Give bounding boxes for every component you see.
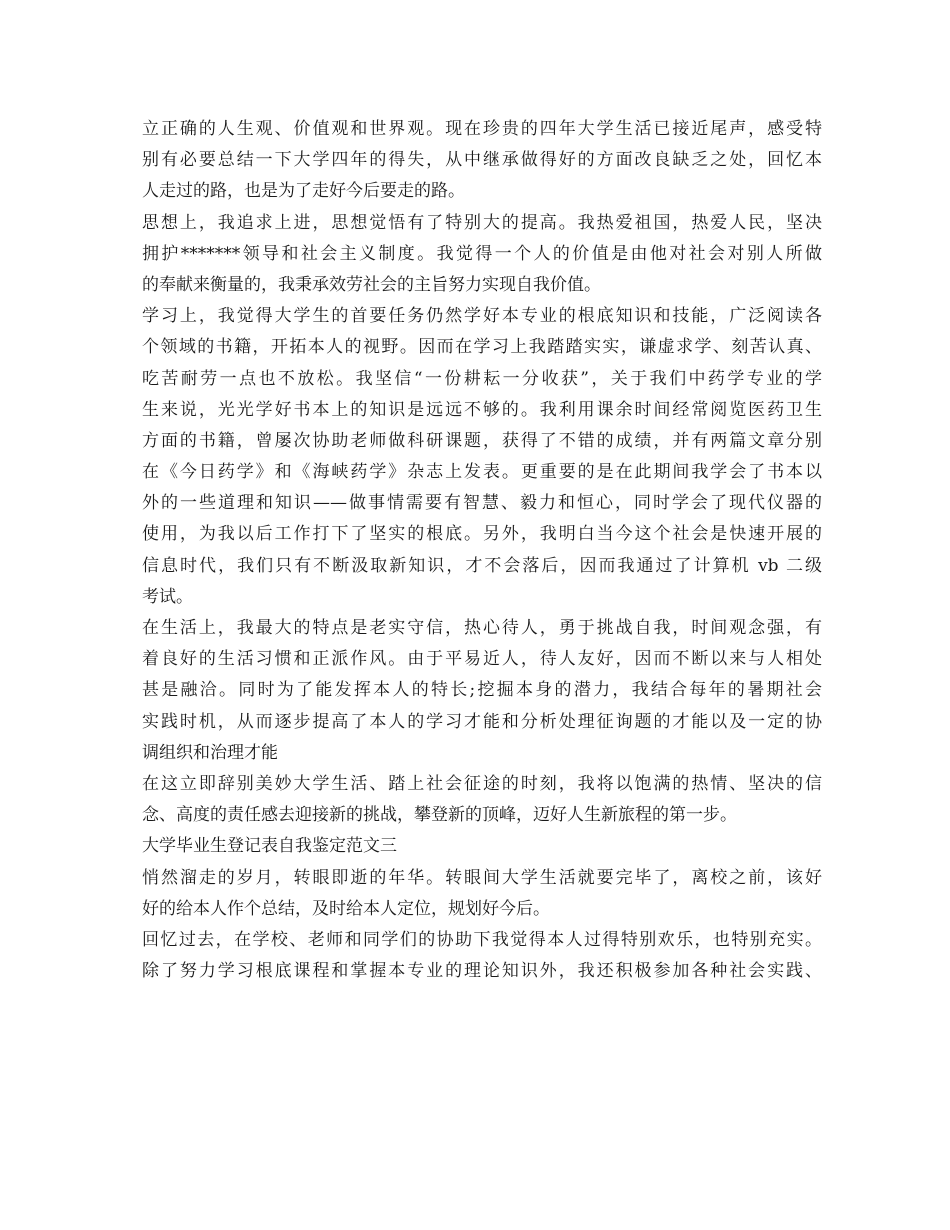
text-line: 思想上，我追求上进，思想觉悟有了特别大的提高。我热爱祖国，热爱人民，坚决	[142, 212, 822, 233]
text-line: 悄然溜走的岁月，转眼即逝的年华。转眼间大学生活就要完毕了，离校之前，该好	[142, 867, 822, 888]
text-line: 在生活上，我最大的特点是老实守信，热心待人，勇于挑战自我，时间观念强，有	[142, 618, 822, 638]
text-line: 别有必要总结一下大学四年的得失，从中继承做得好的方面改良缺乏之处，回忆本	[142, 150, 822, 171]
text-line: 实践时机，从而逐步提高了本人的学习才能和分析处理征询题的才能以及一定的协	[142, 711, 822, 732]
text-line: 学习上，我觉得大学生的首要任务仍然学好本专业的根底知识和技能，广泛阅读各	[142, 306, 822, 327]
text-line: 回忆过去，在学校、老师和同学们的协助下我觉得本人过得特别欢乐，也特别充实。	[142, 929, 822, 950]
text-line: 着良好的生活习惯和正派作风。由于平易近人，待人友好，因而不断以来与人相处	[142, 649, 822, 670]
text-line: 念、高度的责任感去迎接新的挑战，攀登新的顶峰，迈好人生新旅程的第一步。	[142, 805, 737, 826]
text-line: 吃苦耐劳一点也不放松。我坚信“一份耕耘一分收获”，关于我们中药学专业的学	[142, 368, 822, 389]
text-line: 甚是融洽。同时为了能发挥本人的特长;挖掘本身的潜力，我结合每年的暑期社会	[142, 680, 822, 701]
text-line: 人走过的路，也是为了走好今后要走的路。	[142, 181, 465, 202]
text-line: 个领域的书籍，开拓本人的视野。因而在学习上我踏踏实实，谦虚求学、刻苦认真、	[142, 337, 822, 358]
text-line: 调组织和治理才能	[142, 742, 278, 763]
text-line: 方面的书籍，曾屡次协助老师做科研课题，获得了不错的成绩，并有两篇文章分别	[142, 430, 822, 451]
section-heading: 大学毕业生登记表自我鉴定范文三	[142, 836, 397, 857]
text-line: 外的一些道理和知识——做事情需要有智慧、毅力和恒心，同时学会了现代仪器的	[142, 493, 822, 514]
text-line: 立正确的人生观、价值观和世界观。现在珍贵的四年大学生活已接近尾声，感受特	[142, 119, 822, 139]
text-line: 除了努力学习根底课程和掌握本专业的理论知识外，我还积极参加各种社会实践、	[142, 961, 822, 982]
text-line: 好的给本人作个总结，及时给本人定位，规划好今后。	[142, 898, 550, 919]
document-body	[142, 114, 822, 987]
text-line: 拥护*******领导和社会主义制度。我觉得一个人的价值是由他对社会对别人所做	[142, 243, 822, 264]
text-line: 信息时代，我们只有不断汲取新知识，才不会落后，因而我通过了计算机 vb 二级	[142, 555, 822, 576]
text-line: 在这立即辞别美妙大学生活、踏上社会征途的时刻，我将以饱满的热情、坚决的信	[142, 773, 822, 794]
text-line: 使用，为我以后工作打下了坚实的根底。另外，我明白当今这个社会是快速开展的	[142, 524, 822, 545]
text-line: 的奉献来衡量的，我秉承效劳社会的主旨努力实现自我价值。	[142, 274, 601, 295]
text-line: 在《今日药学》和《海峡药学》杂志上发表。更重要的是在此期间我学会了书本以	[142, 462, 822, 483]
text-line: 考试。	[142, 586, 193, 607]
text-line: 生来说，光光学好书本上的知识是远远不够的。我利用课余时间经常阅览医药卫生	[142, 399, 822, 420]
